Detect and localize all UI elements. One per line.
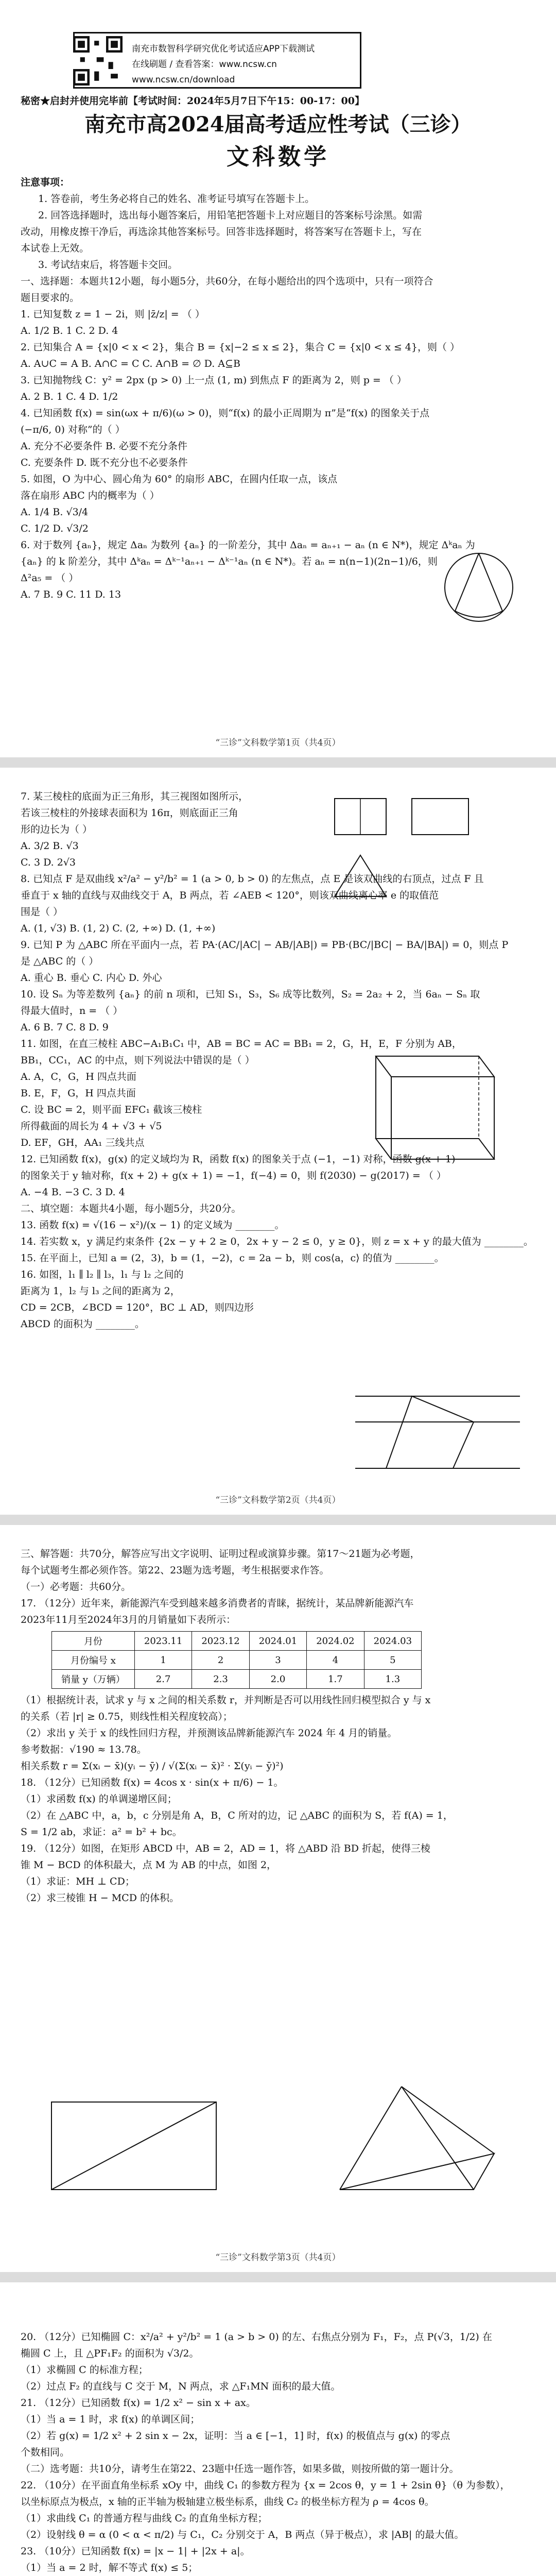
question-line: （1）求曲线 C₁ 的普通方程与曲线 C₂ 的直角坐标方程； (21, 2513, 268, 2524)
question-line: 17. （12分）近年来，新能源汽车受到越来越多消费者的青睐，据统计，某品牌新能源汽车 (21, 1598, 414, 1609)
question-line: B. E，F，G，H 四点共面 (21, 1088, 136, 1099)
page-3-questions-a (21, 1546, 535, 1628)
question-line: 15. 在平面上，已知 a = (2，3)，b = (1，−2)，c = 2a − b，则 cos⟨a，c⟩ 的值为 ________。 (21, 1252, 444, 1264)
question-line: 12. 已知函数 f(x)，g(x) 的定义域均为 R，函数 f(x) 的图象关于点 (−1，−1) 对称，函数 g(x + 1) (21, 1154, 456, 1165)
question-line: Δ²a₅ = （ ） (21, 572, 79, 584)
question-line: （1）求证：MH ⊥ CD； (21, 1876, 135, 1887)
rectangle-figure (41, 2087, 237, 2205)
question-line: （一）必考题：共60分。 (21, 1581, 131, 1592)
question-line: 若该三棱柱的外接球表面积为 16π，则底面正三角 (21, 807, 238, 819)
page-1 (0, 0, 556, 757)
question-line: 9. 已知 P 为 △ABC 所在平面内一点，若 PA·(AC/|AC| − AB/|AB|) = PB·(BC/|BC| − BA/|BA|) = 0，则点 P (21, 939, 509, 951)
notice-title: 注意事项： (21, 177, 70, 188)
table-cell: 1 (134, 1651, 192, 1670)
question-line: 题目要求的。 (21, 292, 80, 303)
notice-line: 2. 回答选择题时，选出每小题答案后，用铅笔把答题卡上对应题目的答案标号涂黑。如需 (38, 210, 423, 221)
page-4 (0, 2282, 556, 2576)
notice-line: 改动，用橡皮擦干净后，再选涂其他答案标号。回答非选择题时，将答案写在答题卡上，写在 (21, 226, 422, 238)
question-line: 落在扇形 ABC 内的概率为（ ） (21, 490, 160, 501)
table-cell: 2.0 (249, 1670, 306, 1689)
question-line: 21. （12分）已知函数 f(x) = 1/2 x² − sin x + ax。 (21, 2397, 256, 2409)
question-line: 个数相同。 (21, 2447, 70, 2458)
table-header-cell: 2023.11 (134, 1632, 192, 1651)
question-line: A. 6 B. 7 C. 8 D. 9 (21, 1022, 109, 1033)
header-line-1: 南充市数智科学研究优化考试适应APP下载测试 (132, 44, 315, 54)
question-line: C. 设 BC = 2，则平面 EFC₁ 截该三棱柱 (21, 1104, 202, 1115)
question-line: A. −4 B. −3 C. 3 D. 4 (21, 1187, 125, 1198)
question-line: 18. （12分）已知函数 f(x) = 4cos x · sin(x + π/6) − 1。 (21, 1777, 284, 1788)
question-line: （1）求函数 f(x) 的单调递增区间； (21, 1793, 177, 1805)
question-line: （2）设射线 θ = α (0 < α < π/2) 与 C₁，C₂ 分别交于 A，B 两点（异于极点），求 |AB| 的最大值。 (21, 2529, 464, 2540)
question-line: A. 重心 B. 垂心 C. 内心 D. 外心 (21, 972, 162, 984)
question-line: （1）求椭圆 C 的标准方程； (21, 2364, 148, 2376)
page-2 (0, 768, 556, 1515)
question-line: BB₁，CC₁，AC 的中点，则下列说法中错误的是（ ） (21, 1055, 255, 1066)
question-line: 围是（ ） (21, 906, 63, 918)
question-line: A. A∪C = A B. A∩C = C C. A∩B = ∅ D. A⊆B (21, 358, 240, 369)
sector-figure (438, 546, 520, 629)
question-line: （1）当 a = 1 时，求 f(x) 的单调区间； (21, 2414, 200, 2425)
question-line: 得最大值时，n = （ ） (21, 1005, 123, 1016)
header-text (132, 41, 315, 88)
question-line: 是 △ABC 的（ ） (21, 956, 99, 967)
question-line: A. 2 B. 1 C. 4 D. 1/2 (21, 391, 118, 402)
table-header-row (52, 1632, 422, 1651)
page-footer: “三诊”文科数学第1页（共4页） (215, 738, 341, 748)
three-view-figure (329, 788, 484, 907)
question-line: （1）根据统计表，试求 y 与 x 之间的相关系数 r，并判断是否可以用线性回归模型拟合 y 与 x (21, 1694, 431, 1706)
question-line: {aₙ} 的 k 阶差分，其中 Δᵏaₙ = Δᵏ⁻¹aₙ₊₁ − Δᵏ⁻¹aₙ (n ∈ N*)。若 aₙ = n(n−1)(2n−1)/6，则 (21, 556, 438, 567)
question-line: 2023年11月至2024年3月的月销量如下表所示： (21, 1614, 236, 1625)
question-line: C. 3 D. 2√3 (21, 857, 76, 868)
exam-title: 南充市高2024届高考适应性考试（三诊） (84, 112, 472, 137)
page-3-questions-b (21, 1692, 535, 1906)
exam-subject: 文科数学 (227, 144, 329, 170)
question-line: 的关系（若 |r| ≥ 0.75，则线性相关程度较高）； (21, 1711, 233, 1722)
question-line: 形的边长为（ ） (21, 824, 93, 835)
notice-line: 1. 答卷前，考生务必将自己的姓名、准考证号填写在答题卡上。 (38, 193, 315, 205)
table-cell: 1.3 (364, 1670, 421, 1689)
header-line-3: www.ncsw.cn/download (132, 75, 235, 85)
question-line: 每个试题考生都必须作答。第22、23题为选考题，考生根据要求作答。 (21, 1565, 329, 1576)
question-line: 二、填空题：本题共4小题，每小题5分，共20分。 (21, 1203, 241, 1214)
table-header-cell: 月份 (52, 1632, 135, 1651)
question-line: （2）求三棱锥 H − MCD 的体积。 (21, 1892, 179, 1904)
table-row (52, 1651, 422, 1670)
parallel-lines-figure (355, 1381, 520, 1484)
table-cell: 2.3 (192, 1670, 249, 1689)
question-line: 椭圆 C 上，且 △PF₁F₂ 的面积为 √3/2。 (21, 2348, 199, 2359)
question-line: 距离为 1，l₂ 与 l₃ 之间的距离为 2， (21, 1285, 180, 1297)
table-cell: 月份编号 x (52, 1651, 135, 1670)
question-line: 19. （12分）如图，在矩形 ABCD 中，AB = 2，AD = 1，将 △ABD 沿 BD 折起，使得三棱 (21, 1843, 431, 1854)
page-4-questions (21, 2329, 535, 2576)
question-line: CD = 2CB，∠BCD = 120°，BC ⊥ AD，则四边形 (21, 1302, 254, 1313)
table-cell: 销量 y（万辆） (52, 1670, 135, 1689)
notice-line: 本试卷上无效。 (21, 243, 90, 254)
question-line: A. (1, √3) B. (1, 2) C. (2, +∞) D. (1, +∞) (21, 923, 216, 934)
header-line-2: 在线刷题 / 查看答案：www.ncsw.cn (132, 59, 277, 70)
table-cell: 2.7 (134, 1670, 192, 1689)
question-line: 4. 已知函数 f(x) = sin(ωx + π/6)(ω > 0)，则“f(x) 的最小正周期为 π”是“f(x) 的图象关于点 (21, 408, 430, 419)
question-line: （2）若 g(x) = 1/2 x² + 2 sin x − 2x，证明：当 a ∈ [−1，1] 时，f(x) 的极值点与 g(x) 的零点 (21, 2430, 450, 2442)
table-header-cell: 2024.03 (364, 1632, 421, 1651)
question-line: 13. 函数 f(x) = √(16 − x²)/(x − 1) 的定义域为 ________。 (21, 1219, 285, 1231)
question-line: 22. （10分）在平面直角坐标系 xOy 中，曲线 C₁ 的参数方程为 {x = 2cos θ，y = 1 + 2sin θ}（θ 为参数）， (21, 2480, 510, 2491)
question-line: A. 1/4 B. √3/4 (21, 506, 89, 518)
question-line: 6. 对于数列 {aₙ}，规定 Δaₙ 为数列 {aₙ} 的一阶差分，其中 Δaₙ = aₙ₊₁ − aₙ (n ∈ N*)，规定 Δᵏaₙ 为 (21, 539, 475, 551)
question-line: （2）过点 F₂ 的直线与 C 交于 M，N 两点，求 △F₁MN 面积的最大值。 (21, 2381, 341, 2392)
question-line: C. 1/2 D. √3/2 (21, 523, 89, 534)
question-line: 的图象关于 y 轴对称，f(x + 2) + g(x + 1) = −1，f(−4) = 0，则 f(2030) − g(2017) = （ ） (21, 1170, 446, 1181)
question-line: 14. 若实数 x，y 满足约束条件 {2x − y + 2 ≥ 0，2x + y − 2 ≤ 0，y ≥ 0}，则 z = x + y 的最大值为 ________。 (21, 1236, 533, 1247)
question-line: 23. （10分）已知函数 f(x) = |x − 1| + |2x + a|。 (21, 2546, 250, 2557)
question-line: 垂直于 x 轴的直线与双曲线交于 A，B 两点，若 ∠AEB < 120°，则该双曲线离心率 e 的取值范 (21, 890, 439, 901)
question-line: 所得截面的周长为 4 + √3 + √5 (21, 1121, 162, 1132)
table-cell: 4 (307, 1651, 364, 1670)
question-line: (−π/6, 0) 对称”的（ ） (21, 424, 125, 435)
question-line: 三、解答题：共70分，解答应写出文字说明、证明过程或演算步骤。第17～21题为必考题， (21, 1548, 420, 1560)
question-line: 11. 如图，在直三棱柱 ABC−A₁B₁C₁ 中，AB = BC = AC = BB₁ = 2，G，H，E，F 分别为 AB， (21, 1038, 462, 1049)
table-row (52, 1670, 422, 1689)
notice-line: 3. 考试结束后，将答题卡交回。 (38, 259, 178, 270)
table-cell: 1.7 (307, 1670, 364, 1689)
question-line: ABCD 的面积为 ________。 (21, 1318, 145, 1330)
question-line: A. 3/2 B. √3 (21, 840, 79, 852)
question-line: C. 充要条件 D. 既不充分也不必要条件 (21, 457, 188, 468)
table-cell: 3 (249, 1651, 306, 1670)
question-line: 16. 如图，l₁ ∥ l₂ ∥ l₃，l₁ 与 l₂ 之间的 (21, 1269, 184, 1280)
question-line: （2）在 △ABC 中，a，b，c 分别是角 A，B，C 所对的边，记 △ABC 的面积为 S，若 f(A) = 1， (21, 1810, 453, 1821)
prism-figure (360, 1036, 515, 1170)
question-line: D. EF，GH，AA₁ 三线共点 (21, 1137, 145, 1148)
table-header-cell: 2023.12 (192, 1632, 249, 1651)
question-line: 1. 已知复数 z = 1 − 2i，则 |z̄/z| = （ ） (21, 309, 205, 320)
question-line: A. 充分不必要条件 B. 必要不充分条件 (21, 440, 187, 452)
page-3 (0, 1525, 556, 2272)
question-line: 锥 M − BCD 的体积最大，点 M 为 AB 的中点，如图 2， (21, 1859, 277, 1871)
qr-code-icon (73, 36, 123, 86)
pyramid-figure (319, 2076, 515, 2210)
question-line: S = 1/2 ab，求证：a² = b² + bc。 (21, 1826, 182, 1838)
question-line: 3. 已知抛物线 C：y² = 2px (p > 0) 上一点 (1, m) 到焦点 F 的距离为 2，则 p = （ ） (21, 375, 407, 386)
question-line: A. 7 B. 9 C. 11 D. 13 (21, 589, 121, 600)
question-line: 5. 如图，O 为中心、圆心角为 60° 的扇形 ABC，在圆内任取一点，该点 (21, 473, 338, 485)
question-line: 一、选择题：本题共12小题，每小题5分，共60分，在每小题给出的四个选项中，只有一项符合 (21, 276, 433, 287)
question-line: 相关系数 r = Σ(xᵢ − x̄)(yᵢ − ȳ) / √(Σ(xᵢ − x̄)² · Σ(yᵢ − ȳ)²) (21, 1760, 284, 1772)
question-line: 10. 设 Sₙ 为等差数列 {aₙ} 的前 n 项和，已知 S₁，S₃，S₆ 成等比数列，S₂ = 2a₂ + 2，当 6aₙ − Sₙ 取 (21, 989, 480, 1000)
question-line: （二）选考题：共10分，请考生在第22、23题中任选一题作答，如果多做，则按所做的第一题计分。 (21, 2463, 459, 2475)
question-line: A. 1/2 B. 1 C. 2 D. 4 (21, 325, 118, 336)
table-cell: 2 (192, 1651, 249, 1670)
question-line: 2. 已知集合 A = {x|0 < x < 2}，集合 B = {x|−2 ≤ x ≤ 2}，集合 C = {x|0 < x ≤ 4}，则（ ） (21, 342, 460, 353)
sales-table (51, 1631, 422, 1689)
table-header-cell: 2024.01 (249, 1632, 306, 1651)
question-line: （1）当 a = 2 时，解不等式 f(x) ≤ 5； (21, 2562, 198, 2573)
question-line: 参考数据：√190 ≈ 13.78。 (21, 1744, 147, 1755)
table-cell: 5 (364, 1651, 421, 1670)
question-line: A. A，C，G，H 四点共面 (21, 1071, 136, 1082)
question-line: 7. 某三棱柱的底面为正三角形，其三视图如图所示， (21, 791, 249, 802)
page-footer: “三诊”文科数学第2页（共4页） (215, 1495, 341, 1505)
question-line: 以坐标原点为极点，x 轴的正半轴为极轴建立极坐标系，曲线 C₂ 的极坐标方程为 ρ = 4cos θ。 (21, 2496, 435, 2507)
question-line: 20. （12分）已知椭圆 C：x²/a² + y²/b² = 1 (a > b > 0) 的左、右焦点分别为 F₁，F₂，点 P(√3，1/2) 在 (21, 2331, 492, 2343)
page-footer: “三诊”文科数学第3页（共4页） (215, 2252, 341, 2263)
question-line: 8. 已知点 F 是双曲线 x²/a² − y²/b² = 1 (a > 0, b > 0) 的左焦点，点 E 是该双曲线的右顶点，过点 F 且 (21, 873, 484, 885)
secret-line: 秘密★启封并使用完毕前【考试时间：2024年5月7日下午15：00-17：00】 (21, 95, 364, 107)
table-header-cell: 2024.02 (307, 1632, 364, 1651)
question-line: （2）求出 y 关于 x 的线性回归方程，并预测该品牌新能源汽车 2024 年 4 月的销量。 (21, 1727, 397, 1739)
